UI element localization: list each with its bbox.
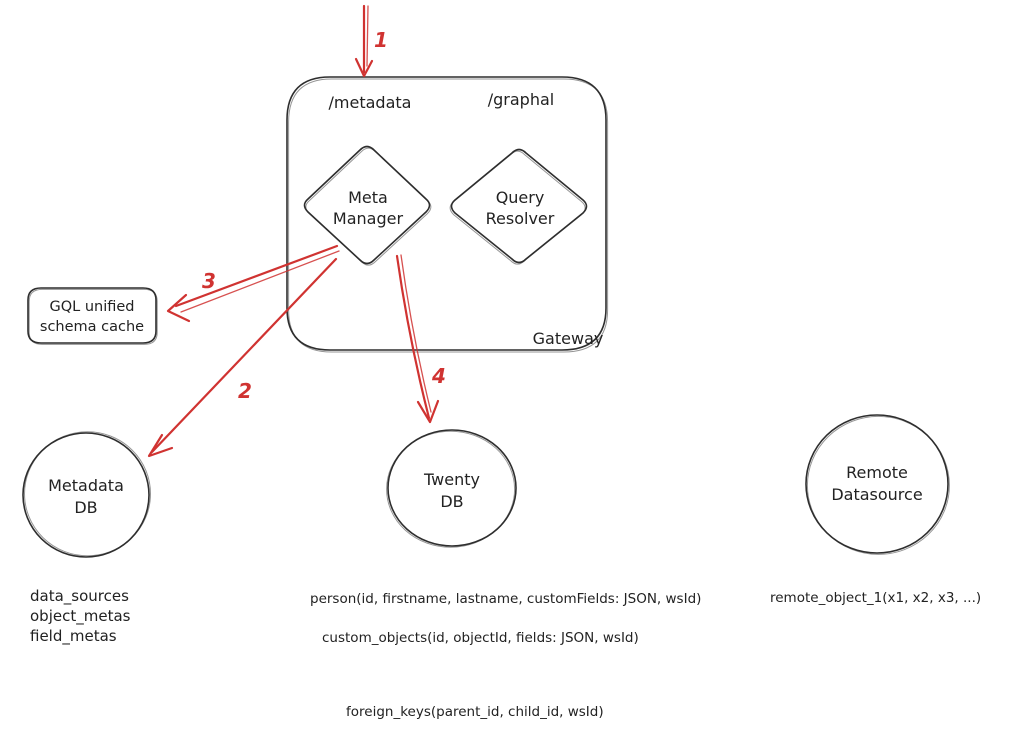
remote-table-1: remote_object_1(x1, x2, x3, ...) [770,590,982,606]
twenty-db-node [387,430,516,547]
twenty-db-tables [310,591,701,720]
schema-cache-shape-sketch [29,289,157,344]
metadata-db-label-line1: Metadata [48,476,124,495]
arrow-4-line-sketch [401,255,431,412]
gateway-label: Gateway [532,329,604,348]
schema-cache-label-line1: GQL unified [49,299,135,315]
arrow-1-line-sketch [367,6,368,66]
meta-manager-label-line2: Manager [332,209,404,228]
arrow-2-number: 2 [238,379,252,403]
query-resolver-label-line1: Query [495,188,545,207]
schema-cache-node [28,288,157,344]
remote-datasource-node [806,415,949,554]
remote-datasource-tables [770,590,981,606]
meta-manager-label-line1: Meta [348,188,388,207]
remote-datasource-label-line2: Datasource [831,485,923,504]
twenty-db-label-line2: DB [440,492,464,511]
arrow-1 [356,6,388,76]
remote-datasource-shape [806,415,948,553]
route-metadata-label: /metadata [328,93,412,112]
route-graphql-label: /graphal [487,90,555,109]
arrow-3-line [176,246,337,306]
remote-datasource-label-line1: Remote [846,463,908,482]
query-resolver-node [450,150,586,265]
metadata-db-label-line2: DB [74,498,98,517]
twenty-table-person: person(id, firstname, lastname, customFields: JSON, wsId) [310,591,702,607]
arrow-4 [397,255,446,422]
metadata-db-tables [30,587,131,646]
arrow-1-number: 1 [374,28,388,52]
query-resolver-label-line2: Resolver [485,209,555,228]
arrow-3-number: 3 [202,269,216,293]
arrow-4-number: 4 [432,364,446,388]
schema-cache-label-line2: schema cache [39,319,145,335]
meta-manager-node [305,147,431,266]
metadata-table-1: data_sources [30,587,129,605]
twenty-db-label-line1: Twenty [424,470,480,489]
gateway-box [287,77,608,352]
metadata-table-3: field_metas [30,627,117,645]
arrow-4-line [397,256,429,418]
metadata-db-node [23,432,151,557]
twenty-table-custom-objects: custom_objects(id, objectId, fields: JSON, wsId) [322,630,639,646]
query-resolver-shape-sketch [450,151,585,264]
metadata-table-2: object_metas [30,607,131,625]
arrow-3-head-icon [168,295,189,321]
twenty-table-foreign-keys: foreign_keys(parent_id, child_id, wsId) [346,704,604,720]
